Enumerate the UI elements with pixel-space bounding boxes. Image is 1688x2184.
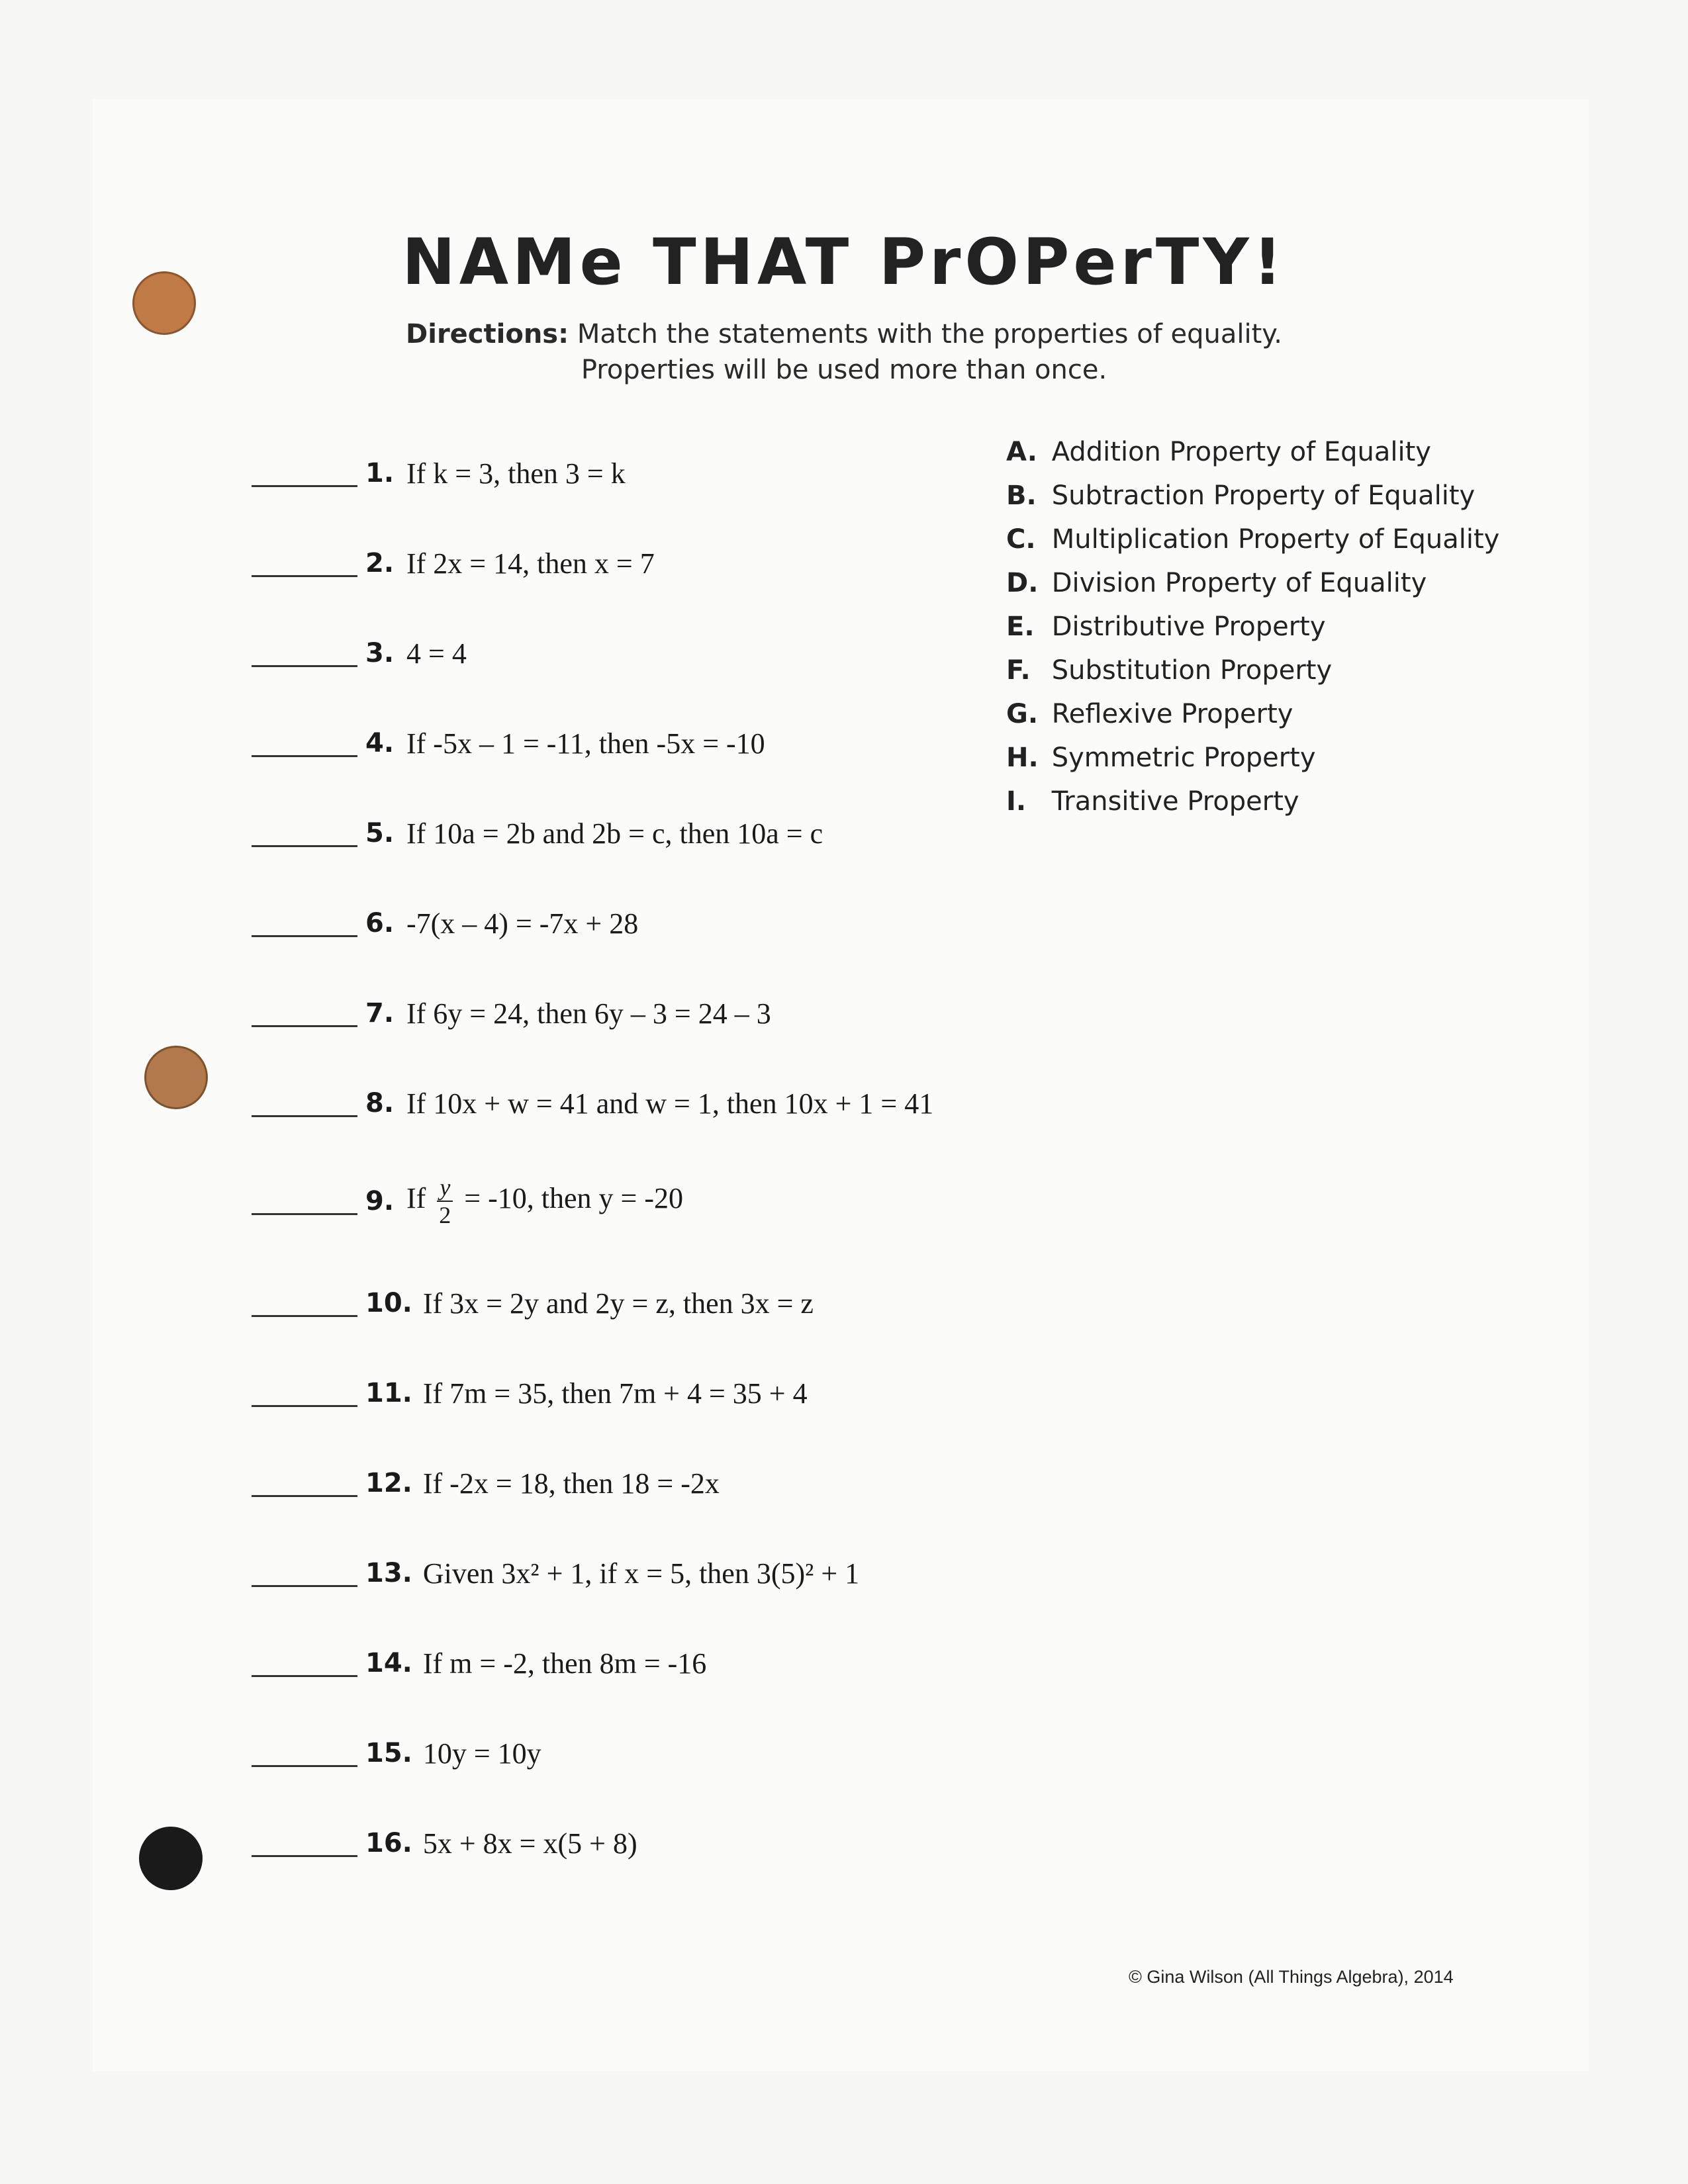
question-item xyxy=(252,1640,706,1686)
property-name: Distributive Property xyxy=(1051,612,1326,642)
question-number: 7. xyxy=(365,998,395,1028)
question-text: If 7m = 35, then 7m + 4 = 35 + 4 xyxy=(422,1377,808,1410)
question-item xyxy=(252,1080,933,1126)
property-item xyxy=(1006,524,1499,564)
directions-line-1: Match the statements with the properties of equality. xyxy=(577,319,1282,349)
question-number: 5. xyxy=(365,818,395,848)
question-number: 10. xyxy=(365,1288,412,1318)
property-name: Transitive Property xyxy=(1051,786,1299,817)
question-text: 4 = 4 xyxy=(406,637,467,670)
answer-blank[interactable] xyxy=(252,1825,357,1857)
question-text: If k = 3, then 3 = k xyxy=(406,457,626,490)
answer-blank[interactable] xyxy=(252,1375,357,1407)
question-item xyxy=(252,900,638,946)
property-letter: B. xyxy=(1006,480,1037,511)
binder-hole-bottom xyxy=(139,1827,203,1890)
question-item xyxy=(252,1550,859,1596)
question-text: If -2x = 18, then 18 = -2x xyxy=(422,1467,720,1500)
question-item xyxy=(252,1460,720,1506)
property-item xyxy=(1006,437,1431,477)
answer-blank[interactable] xyxy=(252,545,357,577)
property-name: Substitution Property xyxy=(1051,655,1333,686)
question-number: 4. xyxy=(365,728,395,758)
question-number: 3. xyxy=(365,638,395,668)
question-item xyxy=(252,1370,808,1416)
answer-blank[interactable] xyxy=(252,995,357,1027)
worksheet-title: NAMe THAT PrOPerTY! xyxy=(402,225,1286,299)
answer-blank[interactable] xyxy=(252,905,357,937)
property-item xyxy=(1006,655,1332,695)
fraction-denominator: 2 xyxy=(439,1202,451,1228)
question-number: 12. xyxy=(365,1468,412,1498)
question-text: 5x + 8x = x(5 + 8) xyxy=(422,1827,637,1860)
property-item xyxy=(1006,699,1293,739)
answer-blank[interactable] xyxy=(252,1735,357,1767)
property-letter: A. xyxy=(1006,437,1037,467)
property-name: Subtraction Property of Equality xyxy=(1051,480,1476,511)
answer-blank[interactable] xyxy=(252,1285,357,1317)
property-letter: I. xyxy=(1006,786,1027,817)
question-item xyxy=(252,1730,541,1776)
question-text: If 3x = 2y and 2y = z, then 3x = z xyxy=(422,1287,814,1320)
directions-label: Directions: xyxy=(406,319,569,349)
question-item xyxy=(252,990,771,1036)
answer-blank[interactable] xyxy=(252,1645,357,1677)
answer-blank[interactable] xyxy=(252,1555,357,1587)
property-item xyxy=(1006,568,1427,608)
property-name: Addition Property of Equality xyxy=(1051,437,1431,467)
question-item xyxy=(252,1280,814,1326)
question-text: If 10a = 2b and 2b = c, then 10a = c xyxy=(406,817,823,850)
answer-blank[interactable] xyxy=(252,1183,357,1215)
question-number: 15. xyxy=(365,1738,412,1768)
property-name: Division Property of Equality xyxy=(1051,568,1427,598)
question-text: 10y = 10y xyxy=(422,1737,541,1770)
question-number: 8. xyxy=(365,1088,395,1118)
property-letter: E. xyxy=(1006,612,1035,642)
question-text: If -5x – 1 = -11, then -5x = -10 xyxy=(406,727,765,760)
directions xyxy=(0,316,1688,388)
question-number: 11. xyxy=(365,1378,412,1408)
question-item xyxy=(252,810,823,856)
question-text-post: = -10, then y = -20 xyxy=(464,1182,683,1215)
question-item xyxy=(252,1174,683,1228)
property-letter: F. xyxy=(1006,655,1031,686)
property-item xyxy=(1006,480,1475,520)
question-item xyxy=(252,720,765,766)
question-text: If 6y = 24, then 6y – 3 = 24 – 3 xyxy=(406,997,771,1030)
property-letter: G. xyxy=(1006,699,1039,729)
question-text: If m = -2, then 8m = -16 xyxy=(422,1647,707,1680)
property-name: Symmetric Property xyxy=(1051,743,1316,773)
question-text-pre: If xyxy=(406,1182,426,1215)
question-text: -7(x – 4) = -7x + 28 xyxy=(406,907,639,940)
question-text xyxy=(406,1174,683,1228)
question-item xyxy=(252,450,626,496)
property-name: Multiplication Property of Equality xyxy=(1051,524,1500,555)
property-letter: C. xyxy=(1006,524,1036,555)
directions-line-2: Properties will be used more than once. xyxy=(581,355,1107,385)
answer-blank[interactable] xyxy=(252,725,357,757)
fraction-numerator: y xyxy=(437,1174,453,1202)
property-item xyxy=(1006,786,1299,826)
question-item xyxy=(252,630,467,676)
answer-blank[interactable] xyxy=(252,815,357,847)
answer-blank[interactable] xyxy=(252,635,357,667)
question-text: If 10x + w = 41 and w = 1, then 10x + 1 = 41 xyxy=(406,1087,934,1120)
question-text: Given 3x² + 1, if x = 5, then 3(5)² + 1 xyxy=(422,1557,860,1590)
question-number: 16. xyxy=(365,1828,412,1858)
copyright-credit: © Gina Wilson (All Things Algebra), 2014 xyxy=(1129,1967,1454,1987)
answer-blank[interactable] xyxy=(252,1085,357,1117)
answer-blank[interactable] xyxy=(252,455,357,487)
fraction xyxy=(437,1174,453,1228)
property-item xyxy=(1006,612,1326,651)
answer-blank[interactable] xyxy=(252,1465,357,1497)
property-letter: H. xyxy=(1006,743,1039,773)
question-text: If 2x = 14, then x = 7 xyxy=(406,547,655,580)
question-number: 1. xyxy=(365,458,395,488)
question-number: 6. xyxy=(365,908,395,938)
question-item xyxy=(252,540,655,586)
question-number: 14. xyxy=(365,1648,412,1678)
question-number: 13. xyxy=(365,1558,412,1588)
property-name: Reflexive Property xyxy=(1051,699,1293,729)
property-letter: D. xyxy=(1006,568,1039,598)
binder-hole-middle xyxy=(144,1046,208,1109)
question-number: 2. xyxy=(365,548,395,578)
property-item xyxy=(1006,743,1316,782)
question-item xyxy=(252,1820,637,1866)
question-number: 9. xyxy=(365,1186,395,1216)
